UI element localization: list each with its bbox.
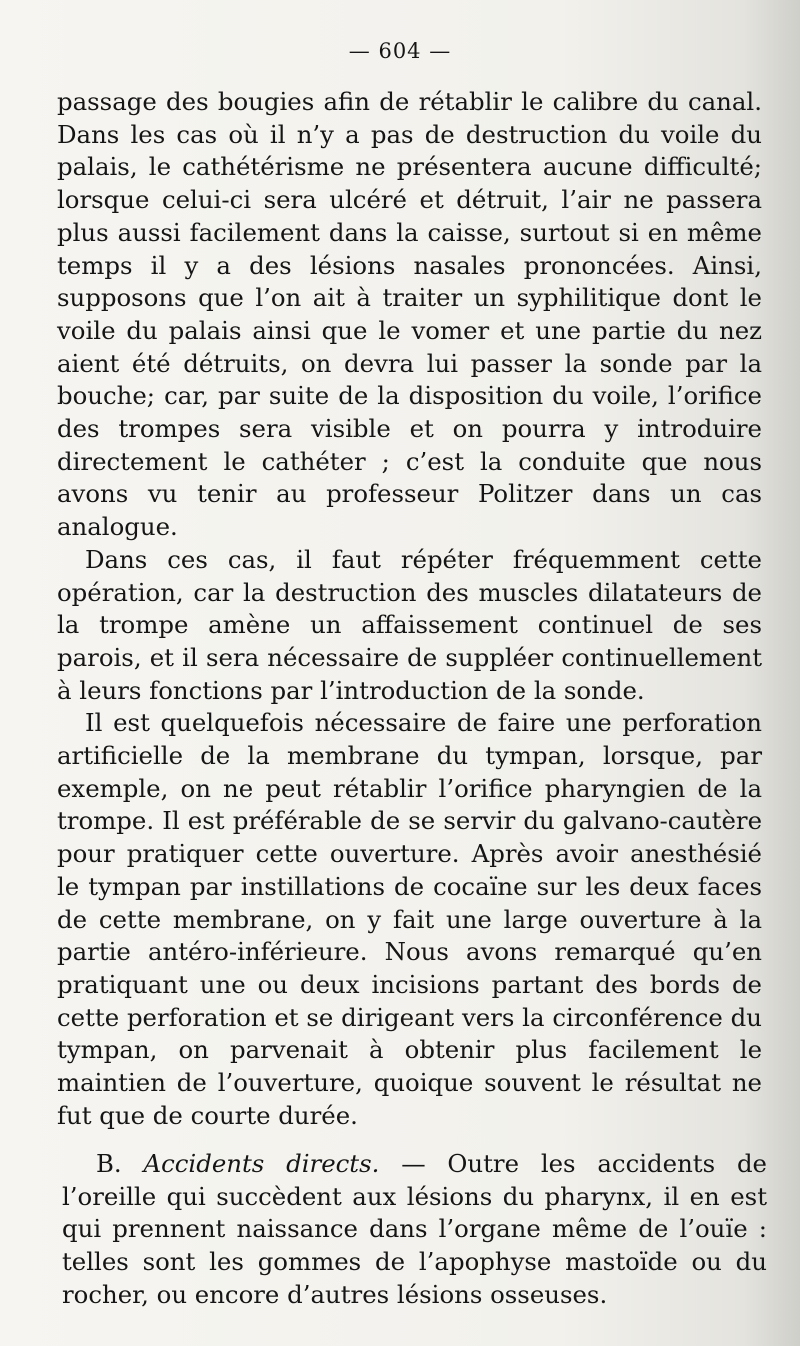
section-paragraph xyxy=(62,1148,767,1312)
body-text xyxy=(57,86,762,1133)
paragraph-continuation: passage des bougies afin de rétablir le calibre du canal. Dans les cas où il n’y a pas de destruction du voile du palais, le cathétérisme ne présentera aucune difficulté; lorsque celui-ci sera ulcéré et détruit, l’air ne passera plus aussi facilement dans la caisse, surtout si en même temps il y a des lésions nasales prononcées. Ainsi, supposons que l’on ait à traiter un syphilitique dont le voile du palais ainsi que le vomer et une partie du nez aient été détruits, on devra lui passer la sonde par la bouche; car, par suite de la disposition du voile, l’orifice des trompes sera visible et on pourra y introduire directement le cathéter ; c’est la conduite que nous avons vu tenir au professeur Politzer dans un cas analogue. xyxy=(57,87,762,542)
section-label: B. xyxy=(96,1149,144,1178)
section-title: Accidents directs. xyxy=(143,1149,380,1178)
paragraph-tympanic-perforation: Il est quelquefois nécessaire de faire une perforation artificielle de la membrane du tympan, lorsque, par exemple, on ne peut rétablir l’orifice pharyngien de la trompe. Il est préférable de se servir du galvano-cautère pour pratiquer cette ouverture. Après avoir anesthésié le tympan par instillations de cocaïne sur les deux faces de cette membrane, on y fait une large ouverture à la partie antéro-inférieure. Nous avons remarqué qu’en pratiquant une ou deux incisions partant des bords de cette perforation et se dirigeant vers la circonférence du tympan, on parvenait à obtenir plus facilement le maintien de l’ouverture, quoique souvent le résultat ne fut que de courte durée. xyxy=(57,708,762,1130)
page-number: — 604 — xyxy=(348,39,452,63)
section-accidents-directs xyxy=(62,1148,767,1312)
paragraph-catheter-repetition: Dans ces cas, il faut répéter fréquemment cette opération, car la destruction des muscles dilatateurs de la trompe amène un affaissement continuel de ses parois, et il sera nécessaire de suppléer continuellement à leurs fonctions par l’introduction de la sonde. xyxy=(57,544,762,705)
section-text: — Outre les accidents de l’oreille qui succèdent aux lésions du pharynx, il en est qui prennent naissance dans l’organe même de l’ouïe : telles sont les gommes de l’apophyse mastoïde ou du rocher, ou encore d’autres lésions osseuses. xyxy=(62,1149,767,1309)
